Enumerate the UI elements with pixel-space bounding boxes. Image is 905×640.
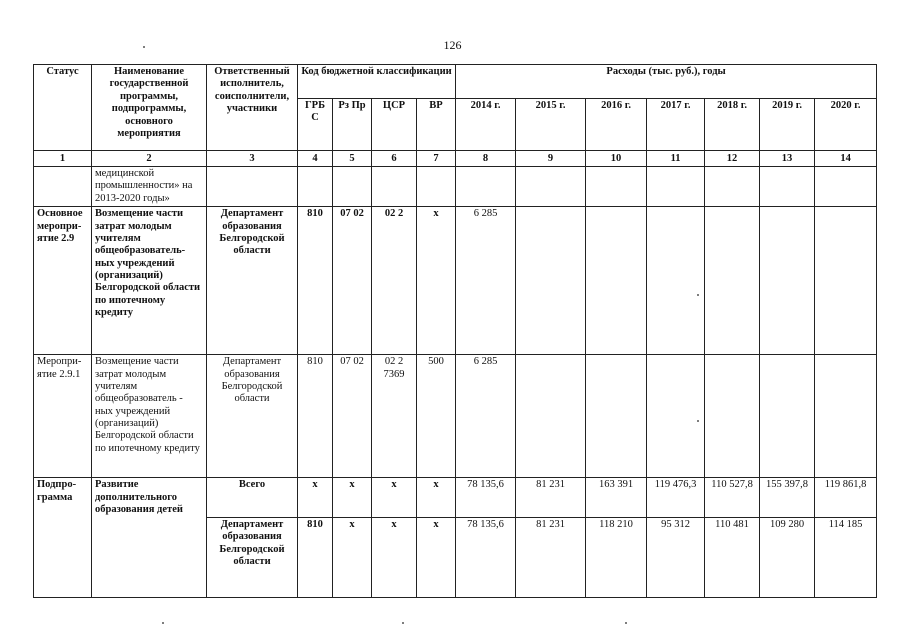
value-cell xyxy=(647,355,705,478)
value-cell: 119 861,8 xyxy=(815,478,877,518)
value-cell xyxy=(516,167,586,207)
column-number: 1 xyxy=(34,151,92,167)
column-number: 7 xyxy=(417,151,456,167)
value-cell xyxy=(815,355,877,478)
value-cell: 163 391 xyxy=(586,478,647,518)
executor-cell xyxy=(207,167,298,207)
status-cell xyxy=(34,517,92,597)
value-cell xyxy=(647,167,705,207)
value-cell: 78 135,6 xyxy=(456,517,516,597)
grbs-cell xyxy=(298,167,333,207)
csr-cell: 02 2 xyxy=(372,207,417,355)
header-expenses: Расходы (тыс. руб.), годы xyxy=(456,65,877,99)
value-cell: 95 312 xyxy=(647,517,705,597)
value-cell: 109 280 xyxy=(760,517,815,597)
value-cell xyxy=(586,207,647,355)
budget-table xyxy=(33,64,877,598)
value-cell: 81 231 xyxy=(516,517,586,597)
value-cell xyxy=(516,207,586,355)
vr-cell: 500 xyxy=(417,355,456,478)
name-cell: Возмещение части затрат молодым учителям общеобразователь - ных учреждений (организаций) Белгородской области по ипотечному кредиту xyxy=(92,355,207,478)
scan-speck xyxy=(697,420,699,422)
column-number: 10 xyxy=(586,151,647,167)
value-cell: 6 285 xyxy=(456,355,516,478)
column-number: 2 xyxy=(92,151,207,167)
header-grbs: ГРБ С xyxy=(298,99,333,151)
header-year: 2016 г. xyxy=(586,99,647,151)
status-cell: Основное меропри-ятие 2.9 xyxy=(34,207,92,355)
column-number: 11 xyxy=(647,151,705,167)
value-cell xyxy=(586,355,647,478)
column-number: 9 xyxy=(516,151,586,167)
vr-cell: х xyxy=(417,517,456,597)
header-year: 2019 г. xyxy=(760,99,815,151)
value-cell: 110 527,8 xyxy=(705,478,760,518)
value-cell xyxy=(705,355,760,478)
value-cell: 78 135,6 xyxy=(456,478,516,518)
value-cell xyxy=(705,207,760,355)
scan-speck xyxy=(625,622,627,624)
page-number: 126 xyxy=(443,38,462,52)
header-csr: ЦСР xyxy=(372,99,417,151)
executor-cell: Всего xyxy=(207,478,298,518)
scan-speck xyxy=(697,294,699,296)
rzpr-cell: 07 02 xyxy=(333,207,372,355)
column-number: 14 xyxy=(815,151,877,167)
value-cell: 155 397,8 xyxy=(760,478,815,518)
value-cell xyxy=(815,207,877,355)
rzpr-cell: 07 02 xyxy=(333,355,372,478)
header-rzpr: Рз Пр xyxy=(333,99,372,151)
name-cell xyxy=(92,517,207,597)
scan-speck xyxy=(162,622,164,624)
csr-cell: х xyxy=(372,478,417,518)
column-number: 13 xyxy=(760,151,815,167)
value-cell xyxy=(516,355,586,478)
value-cell: 110 481 xyxy=(705,517,760,597)
column-number: 8 xyxy=(456,151,516,167)
grbs-cell: 810 xyxy=(298,517,333,597)
value-cell xyxy=(586,167,647,207)
table-row xyxy=(34,478,877,518)
csr-cell: 02 2 7369 xyxy=(372,355,417,478)
table-row xyxy=(34,207,877,355)
value-cell: 118 210 xyxy=(586,517,647,597)
header-year: 2015 г. xyxy=(516,99,586,151)
header-budget-code: Код бюджетной классификации xyxy=(298,65,456,99)
name-cell: Развитие дополнительного образования детей xyxy=(92,478,207,518)
value-cell: 6 285 xyxy=(456,207,516,355)
vr-cell: х xyxy=(417,207,456,355)
csr-cell xyxy=(372,167,417,207)
status-cell: Меропри-ятие 2.9.1 xyxy=(34,355,92,478)
value-cell xyxy=(760,207,815,355)
value-cell xyxy=(705,167,760,207)
scan-speck xyxy=(402,622,404,624)
executor-cell: Департамент образования Белгородской области xyxy=(207,517,298,597)
column-number: 3 xyxy=(207,151,298,167)
column-number: 5 xyxy=(333,151,372,167)
name-cell: медицинской промышленности» на 2013-2020 годы» xyxy=(92,167,207,207)
header-year: 2014 г. xyxy=(456,99,516,151)
name-cell: Возмещение части затрат молодым учителям общеобразователь-ных учреждений (организаций) Белгородской области по ипотечному кредиту xyxy=(92,207,207,355)
value-cell xyxy=(760,355,815,478)
executor-cell: Департамент образования Белгородской области xyxy=(207,355,298,478)
header-executor: Ответственный исполнитель, соисполнители, участники xyxy=(207,65,298,151)
grbs-cell: 810 xyxy=(298,207,333,355)
header-name: Наименование государственной программы, подпрограммы, основного мероприятия xyxy=(92,65,207,151)
rzpr-cell: х xyxy=(333,517,372,597)
status-cell: Подпро-грамма xyxy=(34,478,92,518)
vr-cell xyxy=(417,167,456,207)
grbs-cell: х xyxy=(298,478,333,518)
scan-speck xyxy=(143,46,145,48)
table-row xyxy=(34,517,877,597)
status-cell xyxy=(34,167,92,207)
rzpr-cell xyxy=(333,167,372,207)
rzpr-cell: х xyxy=(333,478,372,518)
value-cell xyxy=(647,207,705,355)
executor-cell: Департамент образования Белгородской области xyxy=(207,207,298,355)
table-row xyxy=(34,355,877,478)
value-cell: 81 231 xyxy=(516,478,586,518)
header-status: Статус xyxy=(34,65,92,151)
header-year: 2020 г. xyxy=(815,99,877,151)
value-cell xyxy=(815,167,877,207)
value-cell: 119 476,3 xyxy=(647,478,705,518)
column-number: 6 xyxy=(372,151,417,167)
column-number: 12 xyxy=(705,151,760,167)
value-cell xyxy=(760,167,815,207)
header-year: 2017 г. xyxy=(647,99,705,151)
column-numbers-row xyxy=(34,151,877,167)
column-number: 4 xyxy=(298,151,333,167)
value-cell xyxy=(456,167,516,207)
header-year: 2018 г. xyxy=(705,99,760,151)
table-row xyxy=(34,167,877,207)
vr-cell: х xyxy=(417,478,456,518)
grbs-cell: 810 xyxy=(298,355,333,478)
value-cell: 114 185 xyxy=(815,517,877,597)
csr-cell: х xyxy=(372,517,417,597)
header-vr: ВР xyxy=(417,99,456,151)
